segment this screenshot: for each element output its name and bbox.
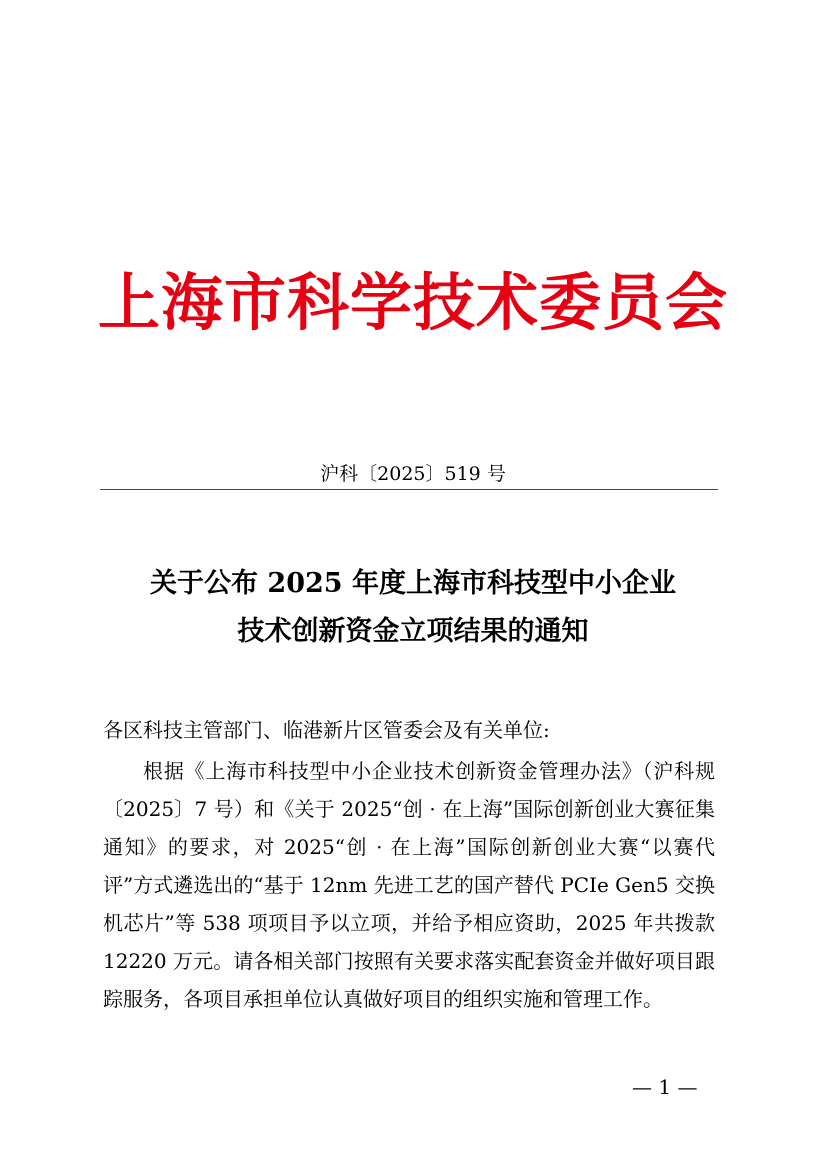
body-paragraph: 根据《上海市科技型中小企业技术创新资金管理办法》（沪科规〔2025〕7 号）和《关于 2025“创 · 在上海”国际创新创业大赛征集通知》的要求，对 2025“创 · 在上海”国际创新创业大赛“以赛代评”方式遴选出的“基于 12nm 先进工艺的国产替代 PCIe Gen5 交换机芯片”等 538 项项目予以立项，并给予相应资助，2025 年共拨款 12220 万元。请各相关部门按照有关要求落实配套资金并做好项目跟踪服务，各项目承担单位认真做好项目的组织实施和管理工作。: [103, 759, 715, 1011]
notice-title-line-2: 技术创新资金立项结果的通知: [237, 616, 589, 647]
page-number: — 1 —: [632, 1075, 698, 1099]
notice-title-line-1: 关于公布 2025 年度上海市科技型中小企业: [150, 568, 676, 599]
issuing-organization-title: 上海市科学技术委员会: [97, 266, 728, 339]
notice-title: [0, 560, 826, 656]
red-separator-line: [100, 489, 718, 490]
document-number: 沪科〔2025〕519 号: [320, 463, 506, 485]
salutation: 各区科技主管部门、临港新片区管委会及有关单位:: [103, 718, 550, 742]
